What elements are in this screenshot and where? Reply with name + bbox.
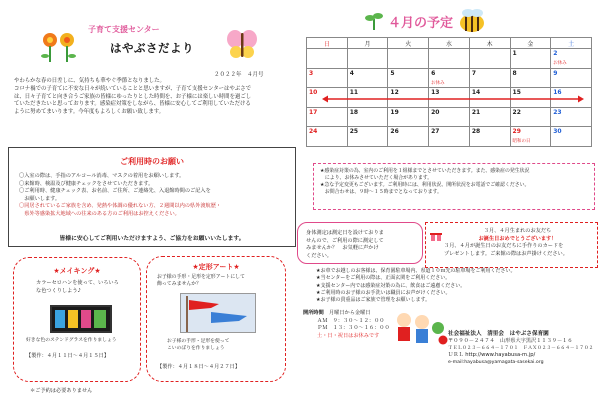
reservation-note: ＊ご予約は必要ありません <box>30 388 93 394</box>
calendar-day: 12 <box>388 88 429 108</box>
calendar-day: 10 <box>307 88 348 108</box>
flower-icon <box>40 28 78 68</box>
holiday-note: 昭和の日 <box>512 139 531 144</box>
notice-box <box>313 163 595 210</box>
list-item: 〇同居されているご家族を含め、発熱や体調の優れない方、２週間以内の県外渡航歴・ <box>19 203 222 210</box>
calendar-week <box>307 107 592 127</box>
list-item: ★お車でお越しのお客様は、保育園駐車場内、県道１０ｍ先の駐車場をご利用ください。 <box>316 268 516 274</box>
sprout-icon <box>365 10 383 34</box>
making-title: ★メイキング★ <box>53 267 101 275</box>
calendar-day: 4 <box>347 68 388 88</box>
handprint-art-box: ★定形アート★ お子様の手形・足形を定形アートにして 飾ってみませんか？ お子様の手形・足形を使って こいのぼりを作りましょう 【製作：４月１８日～４月２７日】 <box>146 256 286 382</box>
weekday-header: 土 <box>551 38 592 49</box>
weekday-header: 水 <box>429 38 470 49</box>
notice-line: ★感染症対策の為、室内のご利用を１組様までとさせていただきます。また、感染症の発生状況 <box>320 168 530 174</box>
bee-icon <box>452 8 492 38</box>
calendar-day: 11 <box>347 88 388 108</box>
notice-line: お問合わせは、９時～１５時までとなっております。 <box>320 189 442 196</box>
notice-line: ★急な予定変更もございます。ご利用時には、利用状況、開所状況をお電話でご確認ください。 <box>320 182 530 189</box>
calendar-week <box>307 68 592 88</box>
info-list <box>316 268 516 304</box>
gift-icon <box>430 227 442 246</box>
making-activity-box: ★メイキング★ カラーセロハンを使って、いろいろ な色つくりしよう♪ 好きな色のステンドグラスを作りましょう 【製作：４月１１日～４月１５日】 <box>13 257 141 382</box>
list-item: 〇来館時、検温及び健康チェックをさせていただきます。 <box>19 180 154 187</box>
list-item: お願いします。 <box>19 195 61 202</box>
body-measure-box: 身体測定は測定日を設けておりま せんので、ご利用の際に測定して みませんか？ お気軽に声かけ ください。 <box>297 222 423 264</box>
weekday-header: 日 <box>307 38 348 49</box>
newsletter-title: はやぶさだより <box>110 41 194 55</box>
calendar-weekday-row <box>307 38 592 49</box>
calendar-day: 14 <box>469 88 510 108</box>
intro-text: やわらかな春の日差しに、気持ちも華やぐ季節となりました。 コロナ禍での子育てに不安な日々が続いていることと思いますが、子育て支援センターはやぶさで は、日々子育てと向き合うご家族の皆様にゆったりとした時間を、お子様には楽しい時間を過ごし ていただきたいと思っております。感染症対策をしながら、皆様に安心してご利用していただける ように努めてまいります。今年度もよろしくお願い致します。 <box>14 78 252 116</box>
calendar-day: 6 お休み <box>429 68 470 88</box>
calendar-day: 7 <box>469 68 510 88</box>
header-kicker: 子育て支援センター <box>88 25 160 34</box>
usage-guide-footer: 皆様に安心してご利用いただけますよう、ご協力をお願いいたします。 <box>59 236 245 242</box>
calendar-day: 21 <box>469 107 510 127</box>
closure-range-arrow <box>322 88 584 107</box>
calendar-day: 17 <box>307 107 348 127</box>
calendar-day: 9 <box>551 68 592 88</box>
weekday-header: 金 <box>510 38 551 49</box>
calendar-day: 29 昭和の日 <box>510 127 551 147</box>
calendar-day <box>469 49 510 69</box>
handprint-period: 【製作：４月１８日～４月２７日】 <box>157 364 241 370</box>
usage-guide-title: ご利用時のお願い <box>120 157 184 166</box>
stained-glass-image <box>50 305 112 333</box>
calendar-day <box>429 49 470 69</box>
making-period: 【製作：４月１１日～４月１５日】 <box>26 353 110 359</box>
calendar-day <box>347 49 388 69</box>
making-caption: 好きな色のステンドグラスを作りましょう <box>26 338 117 343</box>
calendar-day <box>388 49 429 69</box>
list-item: 県外等感染拡大地域への往来のある方のご利用はお控えください。 <box>19 210 180 217</box>
weekday-header: 月 <box>347 38 388 49</box>
calendar-day: 19 <box>388 107 429 127</box>
calendar-day: 27 <box>429 127 470 147</box>
calendar-day: 30 <box>551 127 592 147</box>
weekday-header: 火 <box>388 38 429 49</box>
calendar-day <box>307 49 348 69</box>
calendar-title: ４月の予定 <box>388 16 454 31</box>
list-item: 〇ご利用時、健康チェック表、お名前、ご住所、ご連絡先、入退館時間のご記入を <box>19 188 211 195</box>
list-item: ★当センターをご利用の際は、正面玄関をご利用ください。 <box>316 275 451 282</box>
list-item: ★ご利用時のお子様のお手洗いは職員にお声がけください。 <box>316 289 451 296</box>
calendar-day: 1 <box>510 49 551 69</box>
calendar-day: 28 <box>469 127 510 147</box>
koinobori-image <box>180 293 256 333</box>
calendar-day: 16 <box>551 88 592 108</box>
calendar-day: 8 <box>510 68 551 88</box>
list-item: ★お子様の貴重品はご家族で管理をお願いします。 <box>316 297 431 303</box>
calendar-day: 26 <box>388 127 429 147</box>
logo-icon <box>438 330 448 349</box>
organization-info: 社会福祉法人 清里会 はやぶさ保育園 〒０９０－２４７４ 山形県大字黒沢１１３９－１６ ＴＥＬ０２３－６６４－１７０１ ＦＡＸ０２３－６６４－１７０２ ＵＲＬ http://www.hayabusa-m.jp/ e-mail:hayabusa@yamagata-sasekai.org <box>448 331 594 365</box>
calendar-day: 5 <box>388 68 429 88</box>
calendar-day: 20 <box>429 107 470 127</box>
notice-line: により、お休みさせていただく場合があります。 <box>320 175 433 182</box>
weekday-header: 木 <box>469 38 510 49</box>
butterfly-icon <box>225 27 259 65</box>
opening-hours: 開所時間 月曜日から金曜日 ＡＭ ９：３０～１２：００ ＰＭ １３：３０～１６：００ 土・日・祝日はお休みです <box>303 310 390 339</box>
calendar-day: 25 <box>347 127 388 147</box>
issue-date: ２０２２年 ４月号 <box>214 72 264 78</box>
list-item: ★支援センター内では感染症対策の為に、飲食はご遠慮ください。 <box>316 282 466 289</box>
calendar-day: 22 <box>510 107 551 127</box>
handprint-title: ★定形アート★ <box>192 263 240 271</box>
holiday-note: お休み <box>431 80 445 86</box>
list-item: 〇入室の際は、手指のアルコール消毒、マスクの着用をお願いします。 <box>19 173 185 179</box>
usage-guide-list <box>19 173 221 218</box>
calendar-week <box>307 127 592 147</box>
calendar-day: 23 <box>551 107 592 127</box>
calendar-day: 15 <box>510 88 551 108</box>
birthday-box: ３月、４月生まれのお友だち お誕生日おめでとうございます！ ３月、４月が誕生日のお友だちに手作りのカードを プレゼントします。ご来館の際はお声掛けください。 <box>425 222 598 268</box>
holiday-note: お休み <box>553 61 567 66</box>
calendar-day: 13 <box>429 88 470 108</box>
calendar-day: 18 <box>347 107 388 127</box>
calendar-week <box>307 49 592 69</box>
calendar-day: 24 <box>307 127 348 147</box>
calendar-day: 3 <box>307 68 348 88</box>
calendar-day: 2 お休み <box>551 49 592 69</box>
usage-guide-box <box>8 147 296 247</box>
